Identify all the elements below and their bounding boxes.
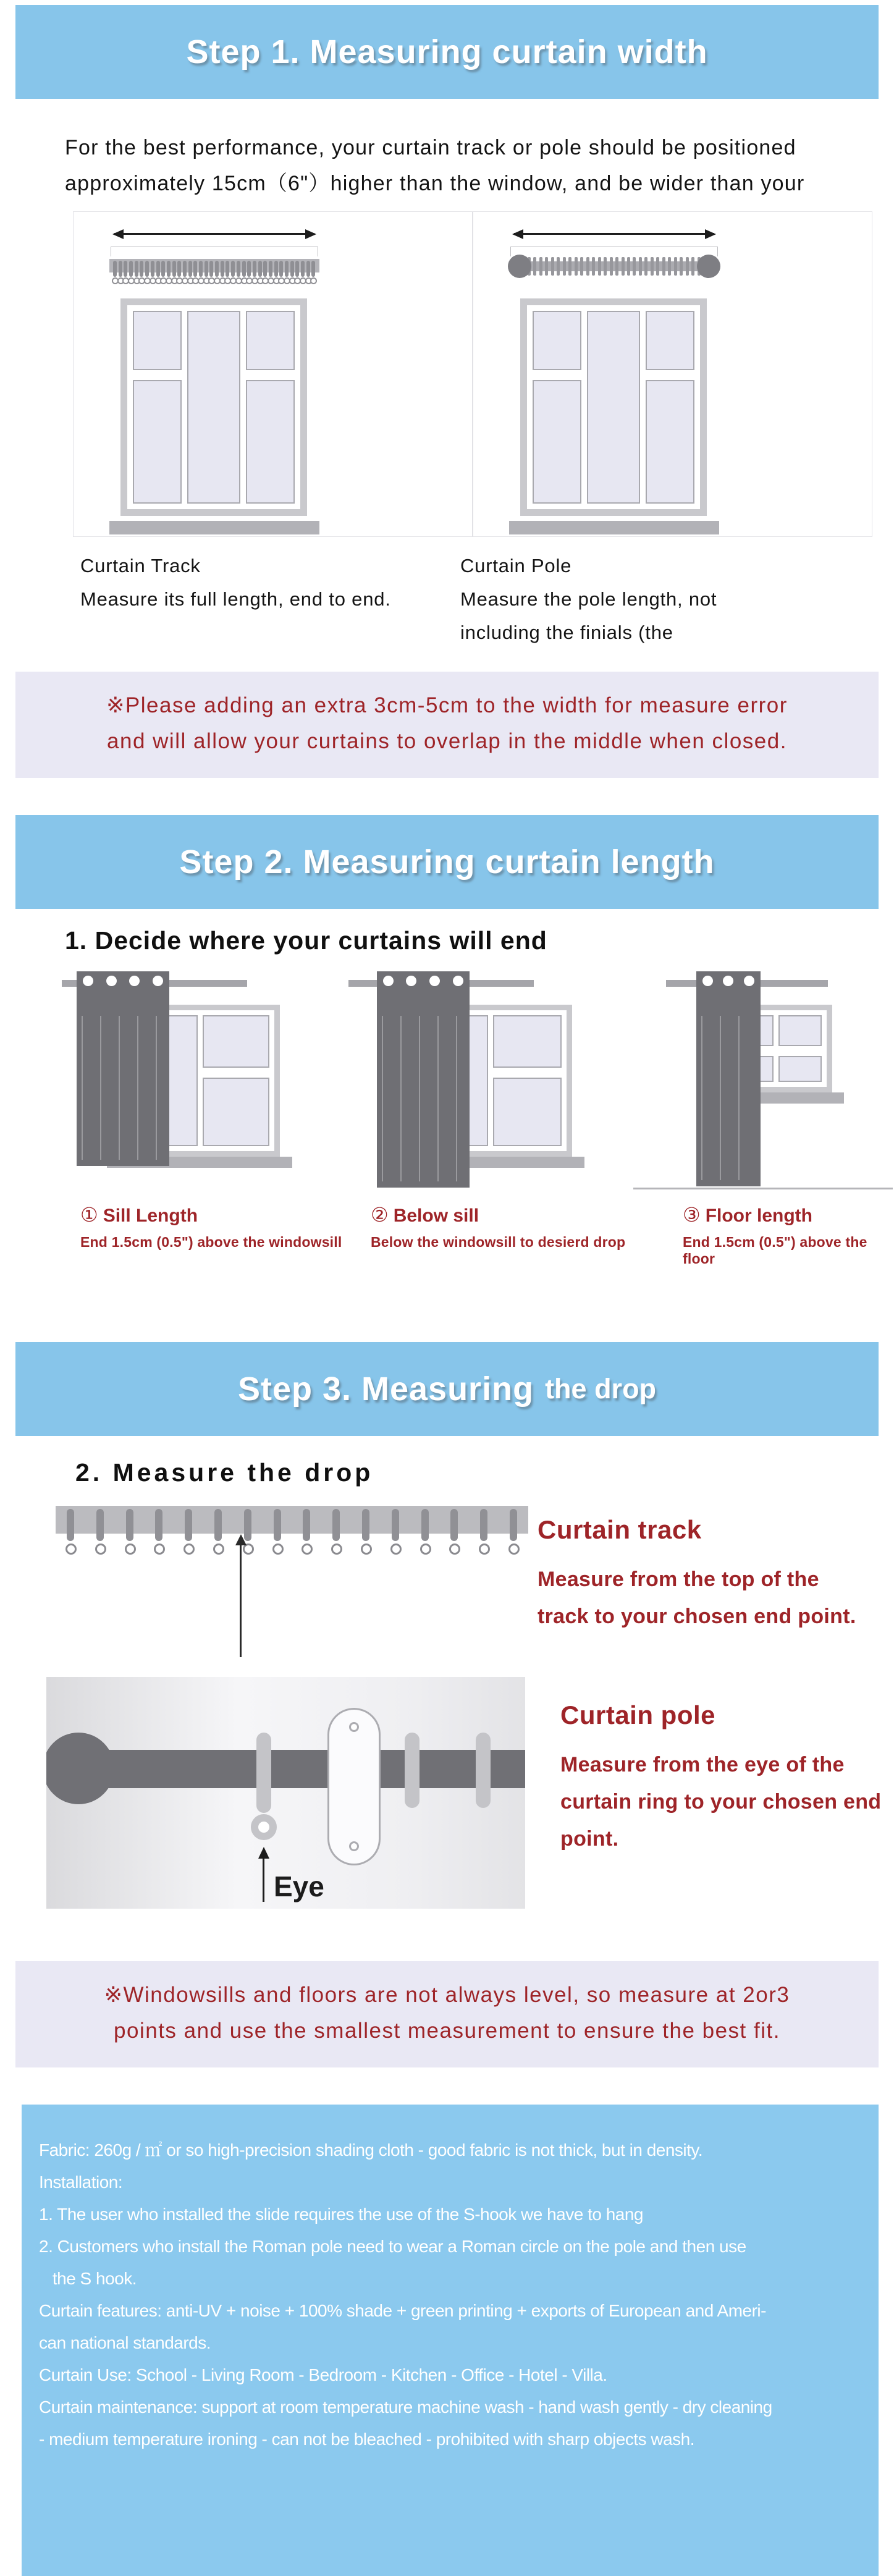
width-notice-line2: and will allow your curtains to overlap in the middle when closed. [107,729,787,753]
curtain-pole-desc-line3: point. [560,1827,619,1851]
hook-glyph [362,1509,369,1541]
window-pane [778,1056,822,1082]
hook-glyph [539,257,542,276]
curtain-track-caption [80,549,460,649]
hook-glyph [156,261,160,277]
drop-notice-line1: ※Windowsills and floors are not always level, so measure at 2or3 [104,1983,790,2007]
hook-glyph [557,257,560,276]
hook-glyph [615,257,618,276]
curtain-length-captions [59,1203,894,1268]
circled-2-icon: ② [371,1204,389,1226]
curtain-pole-illustration [473,211,872,537]
window-pane [646,311,694,370]
window-pane [203,1015,270,1068]
step1-banner-title: Step 1. Measuring curtain width [186,33,708,70]
circled-1-icon: ① [80,1204,98,1226]
curtain-track-caption-desc: Measure its full length, end to end. [80,588,391,610]
floor-length-illustration [663,971,894,1197]
hook-glyph [274,261,278,277]
hook-glyph [209,261,213,277]
hook-glyph [247,261,251,277]
floor-length-title-text: Floor length [705,1206,812,1226]
hook-glyph [269,261,272,277]
curtain-pole-desc-line1: Measure from the eye of the [560,1753,845,1776]
grommets [702,976,754,986]
up-arrow-icon [263,1857,264,1902]
hook-glyph [406,976,416,986]
window-pane [493,1015,562,1068]
hook-glyph [172,261,176,277]
hook-glyph [193,261,197,277]
hook-glyph [221,261,224,277]
info-line: can national standards. [39,2333,211,2352]
sill-length-caption-desc: End 1.5cm (0.5") above the windowsill [80,1234,342,1250]
info-line: 1. The user who installed the slide requires the use of the S-hook we have to hang [39,2205,644,2224]
curtain-track-illustration-wrap [109,230,319,534]
ring-eye-icon [251,1814,277,1840]
hook-glyph [686,257,689,276]
hook-glyph [263,261,267,277]
window-column [203,1015,270,1146]
eye-label: Eye [274,1870,324,1902]
curtain-pole-caption [460,549,717,649]
below-sill-caption-title [371,1203,625,1227]
hook-glyph [656,257,659,276]
curtain-track-graphic [109,259,319,272]
window-column [646,311,694,504]
hook-glyph [586,257,589,276]
below-sill-caption-desc: Below the windowsill to desierd drop [371,1234,626,1250]
hook-glyph [214,1509,222,1541]
hook-glyph [627,257,630,276]
hook-glyph [680,257,683,276]
hook-glyph [126,1509,133,1541]
curtain-pole-caption-desc-line1: Measure the pole length, not [460,588,717,610]
pole-finial-icon [508,255,531,278]
step1-captions [80,549,894,649]
window-pane [493,1078,562,1146]
product-info-block [22,2105,879,2576]
curtain-pole-desc [560,1746,881,1857]
curtain-length-illustrations [59,971,894,1197]
curtain-ring-graphic [405,1733,420,1808]
width-notice-line1: ※Please adding an extra 3cm-5cm to the width for measure error [106,693,788,717]
info-line: the S hook. [39,2269,137,2288]
measure-bracket-line [510,247,718,256]
curtain-track-illustration [73,211,473,537]
step3-banner-title: Step 3. Measuring [237,1370,534,1408]
curtain-pole-desc-line2: curtain ring to your chosen end [560,1790,882,1814]
step2-banner-title: Step 2. Measuring curtain length [179,843,715,880]
curtain-pole-caption-desc-line2: including the finials (the [460,622,673,643]
window-graphic [120,298,307,516]
curtain-track-desc [538,1561,856,1635]
hook-glyph [295,261,299,277]
below-sill-caption [371,1203,625,1251]
width-arrow-icon [114,233,314,235]
floor-length-caption-title [683,1203,894,1227]
hook-glyph [450,1509,458,1541]
hook-glyph [421,1509,429,1541]
sill-length-illustration [59,971,314,1197]
width-notice [15,672,879,778]
window-column [533,311,581,504]
hook-glyph [145,261,149,277]
hook-glyph [274,1509,281,1541]
hook-glyph [639,257,642,276]
hook-glyph [633,257,636,276]
hook-glyph [622,257,625,276]
hook-glyph [744,976,754,986]
hook-glyph [668,257,671,276]
pole-drop-section [46,1677,894,1909]
hook-glyph [242,261,246,277]
curtain-track-title: Curtain track [538,1515,702,1544]
window-column [133,311,182,504]
curtain-ring-graphic [256,1733,271,1813]
window-pane [533,311,581,370]
hook-glyph [183,261,187,277]
hook-glyph [545,257,548,276]
hook-glyph [592,257,595,276]
hook-glyph [124,261,127,277]
info-line: Installation: [39,2173,123,2192]
hook-glyph [332,1509,340,1541]
hook-glyph [155,1509,162,1541]
step1-banner [15,5,879,99]
hook-glyph [662,257,665,276]
curtain-track-graphic [56,1506,528,1534]
width-arrow-icon [514,233,714,235]
hook-glyph [290,261,294,277]
step3-heading: 2. Measure the drop [75,1458,374,1487]
hook-glyph [140,261,143,277]
hook-glyph [67,1509,74,1541]
curtain-pole-illustration-wrap [509,230,719,534]
hook-glyph [429,976,440,986]
window-pane [246,380,295,504]
step1-intro-text: For the best performance, your curtain track or pole should be positioned approximately 15cm（6"）higher than the window, and be wider than your [65,136,805,195]
windowsill-graphic [109,521,319,534]
hook-glyph [580,257,583,276]
hook-glyph [285,261,289,277]
window-graphic [520,298,707,516]
hook-glyph [651,257,654,276]
hook-glyph [135,261,138,277]
pole-finial-icon [697,255,720,278]
window-pane [778,1015,822,1046]
screw-hole-icon [349,1841,359,1851]
window-pane [646,380,694,504]
curtain-pole-drop-illustration [46,1677,525,1909]
curtain-graphic [696,971,761,1186]
sill-length-caption-title [80,1203,342,1227]
hook-glyph [702,976,713,986]
hook-glyph [279,261,283,277]
hook-glyph [167,261,171,277]
floor-length-caption [683,1203,894,1267]
curtain-graphic [77,971,169,1166]
hook-glyph [177,261,181,277]
hook-glyph [231,261,235,277]
step2-heading: 1. Decide where your curtains will end [65,926,547,955]
hook-glyph [392,1509,399,1541]
hook-glyph [301,261,305,277]
hook-glyph [129,261,133,277]
hook-glyph [551,257,554,276]
info-line: Curtain Use: School - Living Room - Bedroom - Kitchen - Office - Hotel - Villa. [39,2365,607,2384]
curtain-ring-graphic [476,1733,491,1808]
curtain-pole-title: Curtain pole [560,1700,716,1729]
curtain-track-caption-title: Curtain Track [80,555,201,576]
step3-banner [15,1342,879,1436]
hook-glyph [83,976,93,986]
pole-bar-graphic [85,1750,525,1788]
window-pane [203,1078,270,1146]
window-pane [133,380,182,504]
hook-glyph [674,257,677,276]
window-pane [133,311,182,370]
hook-glyph [383,976,394,986]
window-pane [187,311,240,504]
step1-illustrations [73,211,872,537]
hook-glyph [253,261,256,277]
hook-glyph [691,257,694,276]
window-pane [533,380,581,504]
window-column [778,1015,822,1082]
hook-glyph [237,261,240,277]
hook-glyph [598,257,601,276]
window-column [187,311,240,504]
hook-glyph [604,257,607,276]
hook-glyph [161,261,165,277]
hook-glyph [311,261,315,277]
info-line: Curtain maintenance: support at room temperature machine wash - hand wash gently - dry cleaning [39,2397,772,2417]
grommets [83,976,163,986]
hook-glyph [129,976,140,986]
info-line: - medium temperature ironing - can not be bleached - prohibited with sharp objects wash. [39,2430,695,2449]
hook-glyph [199,261,203,277]
hook-glyph [644,257,647,276]
hook-glyph [306,261,310,277]
curtain-track-drop-illustration [56,1506,528,1670]
hook-glyph [151,261,154,277]
hook-glyph [533,257,536,276]
floor-length-caption-desc: End 1.5cm (0.5") above the floor [683,1234,867,1267]
curtain-track-text [538,1506,856,1670]
hook-glyph [188,261,192,277]
hook-glyph [205,261,208,277]
step3-banner-subtitle: the drop [545,1373,657,1404]
hook-glyph [510,1509,517,1541]
circled-3-icon: ③ [683,1204,701,1226]
curtain-pole-caption-title: Curtain Pole [460,555,572,576]
hook-glyph [119,261,122,277]
hook-glyph [153,976,163,986]
below-sill-title-text: Below sill [393,1206,479,1226]
hook-glyph [610,257,613,276]
hook-glyph [723,976,733,986]
hook-glyph [96,1509,104,1541]
curtain-track-desc-line2: track to your chosen end point. [538,1605,856,1628]
info-line: Curtain features: anti-UV + noise + 100% shade + green printing + exports of European and Ameri- [39,2301,766,2320]
windowsill-graphic [509,521,719,534]
window-column [246,311,295,504]
measure-bracket-line [111,247,318,256]
drop-notice-line2: points and use the smallest measurement to ensure the best fit. [114,2019,780,2043]
curtain-track-desc-line1: Measure from the top of the [538,1568,819,1591]
screw-hole-icon [349,1722,359,1732]
pole-bracket-graphic [327,1708,381,1865]
hook-glyph [453,976,463,986]
hook-glyph [215,261,219,277]
hook-glyph [303,1509,310,1541]
drop-notice [15,1961,879,2067]
window-pane [587,311,640,504]
hook-glyph [575,257,578,276]
up-arrow-icon [240,1544,242,1657]
window-column [587,311,640,504]
below-sill-illustration [345,971,601,1197]
window-column [493,1015,562,1146]
grommets [383,976,463,986]
hook-glyph [226,261,229,277]
sill-length-caption [80,1203,342,1251]
hook-glyph [258,261,262,277]
info-line: Fabric: 260g / ㎡ or so high-precision shading cloth - good fabric is not thick, but in density. [39,2140,703,2160]
curtain-graphic [377,971,470,1188]
floor-line-graphic [633,1188,893,1189]
info-line: 2. Customers who install the Roman pole need to wear a Roman circle on the pole and then use [39,2237,746,2256]
window-pane [246,311,295,370]
pole-finial-icon [46,1733,114,1804]
hook-glyph [106,976,117,986]
sill-length-title-text: Sill Length [103,1206,198,1226]
curtain-pole-text [560,1677,881,1909]
hook-glyph [480,1509,487,1541]
track-drop-section [56,1506,894,1670]
step2-banner [15,815,879,909]
hook-glyph [185,1509,192,1541]
hook-glyph [563,257,566,276]
hook-glyph [113,261,117,277]
hook-glyph [568,257,571,276]
curtain-pole-graphic [518,261,711,271]
